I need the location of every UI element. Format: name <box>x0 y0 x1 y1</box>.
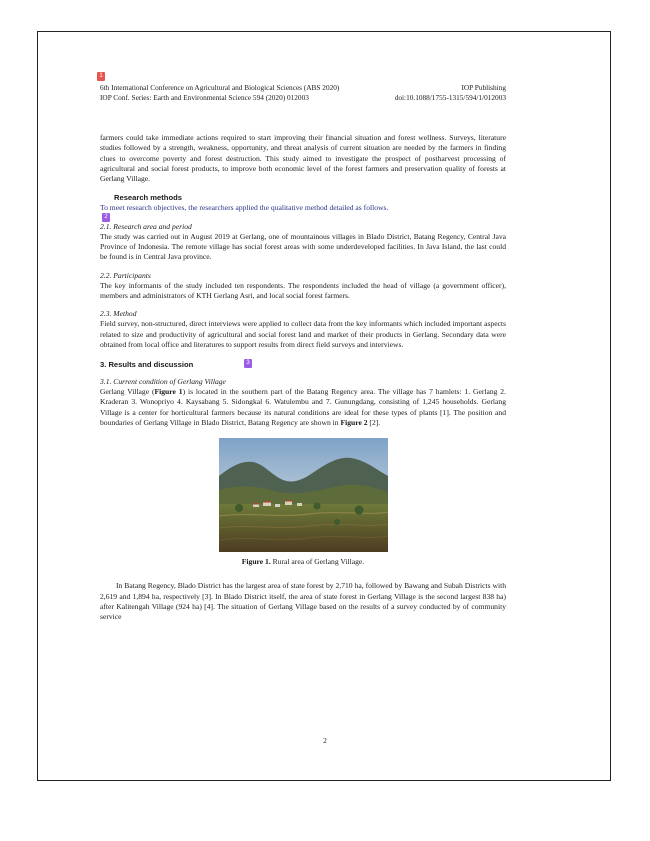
subsection-text: The key informants of the study included ten respondents. The respondents included the head of village (a government officer), members and administrators of KTH Gerlang Asri, and local social forest farmers. <box>100 280 506 300</box>
section-results <box>100 359 506 428</box>
running-header <box>100 83 506 103</box>
figure-1 <box>100 438 506 567</box>
subsection-heading: 2.2. Participants <box>100 270 151 280</box>
page-number: 2 <box>323 736 327 745</box>
figure-caption: Figure 1. Rural area of Gerlang Village. <box>241 557 365 567</box>
section-heading: 3. Results and discussion <box>100 360 194 370</box>
header-conference: 6th International Conference on Agricultural and Biological Sciences (ABS 2020) <box>100 83 340 92</box>
rural-landscape-photo <box>219 438 388 552</box>
intro-paragraph: farmers could take immediate actions required to start improving their financial situation and forest wellness. Surveys, literature studies followed by a strength, weakness, opportunity, and threat analysis of current situation are needed by the farmers in finding clues to overcome poverty and forest destruction. This study aimed to investigate the prospect of postharvest processing of agricultural and social forest products, to improve both economic level of the forest farmers and preservation quality of forests at Gerlang Village. <box>100 133 506 184</box>
figure-1-reference[interactable]: Figure 1 <box>154 387 183 397</box>
section-heading: Research methods <box>114 193 182 203</box>
header-publisher: IOP Publishing <box>461 83 506 92</box>
figure-2-reference[interactable]: Figure 2 <box>340 418 368 428</box>
subsection-text: Field survey, non-structured, direct interviews were applied to collect data from the key informants which included important aspects related to size and productivity of agricultural and social forest land and market of their products in Gerlang. Secondary data were obtained from local office and literatures to support results from direct field surveys and interviews. <box>100 319 506 349</box>
subsection-heading: 3.1. Current condition of Gerlang Village <box>100 377 226 387</box>
annotation-marker-2[interactable]: 2 <box>102 213 110 222</box>
subsection-heading: 2.3. Method <box>100 309 137 319</box>
section-research-methods <box>100 192 506 350</box>
annotation-marker-1[interactable]: 1 <box>97 72 105 81</box>
annotation-marker-3[interactable]: 3 <box>244 359 252 368</box>
subsection-text: Gerlang Village (Figure 1) is located in the southern part of the Batang Regency area. The village has 7 hamlets: 1. Gerlang 2. Kraderan 3. Wonopriyo 4. Kaysabang 5. Sidongkal 6. Watulembu and 7. Gunungdang, consisting of 1,245 households. Gerlang Village is a center for horticultural farmers because its natural conditions are ideal for these types of plants [1]. The position and boundaries of Gerlang Village in Blado District, Batang Regency are shown in Figure 2 [2]. <box>100 387 507 428</box>
section-intro: To meet research objectives, the researchers applied the qualitative method detailed as follows. <box>100 203 389 213</box>
subsection-text: The study was carried out in August 2019 at Gerlang, one of mountainous villages in Blado District, Batang Regency, Central Java Province of Indonesia. The remote village has social forest areas with some underdeveloped facilities. In Java Island, the last could be found is in Central Java province. <box>100 231 506 262</box>
header-doi: doi:10.1088/1755-1315/594/1/012003 <box>394 93 506 102</box>
page-content <box>100 83 506 623</box>
header-series: IOP Conf. Series: Earth and Environmental Science 594 (2020) 012003 <box>100 93 309 102</box>
subsection-heading: 2.1. Research area and period <box>100 221 192 231</box>
closing-paragraph: In Batang Regency, Blado District has the largest area of state forest by 2,710 ha, followed by Bawang and Subah Districts with 2,619 and 1,894 ha, respectively [3]. In Blado District itself, the area of state forest in Gerlang Village is the second largest 838 ha) after Kalitengah Village (924 ha) [4]. The situation of Gerlang Village based on the results of a survey conducted by of community service <box>100 581 506 622</box>
